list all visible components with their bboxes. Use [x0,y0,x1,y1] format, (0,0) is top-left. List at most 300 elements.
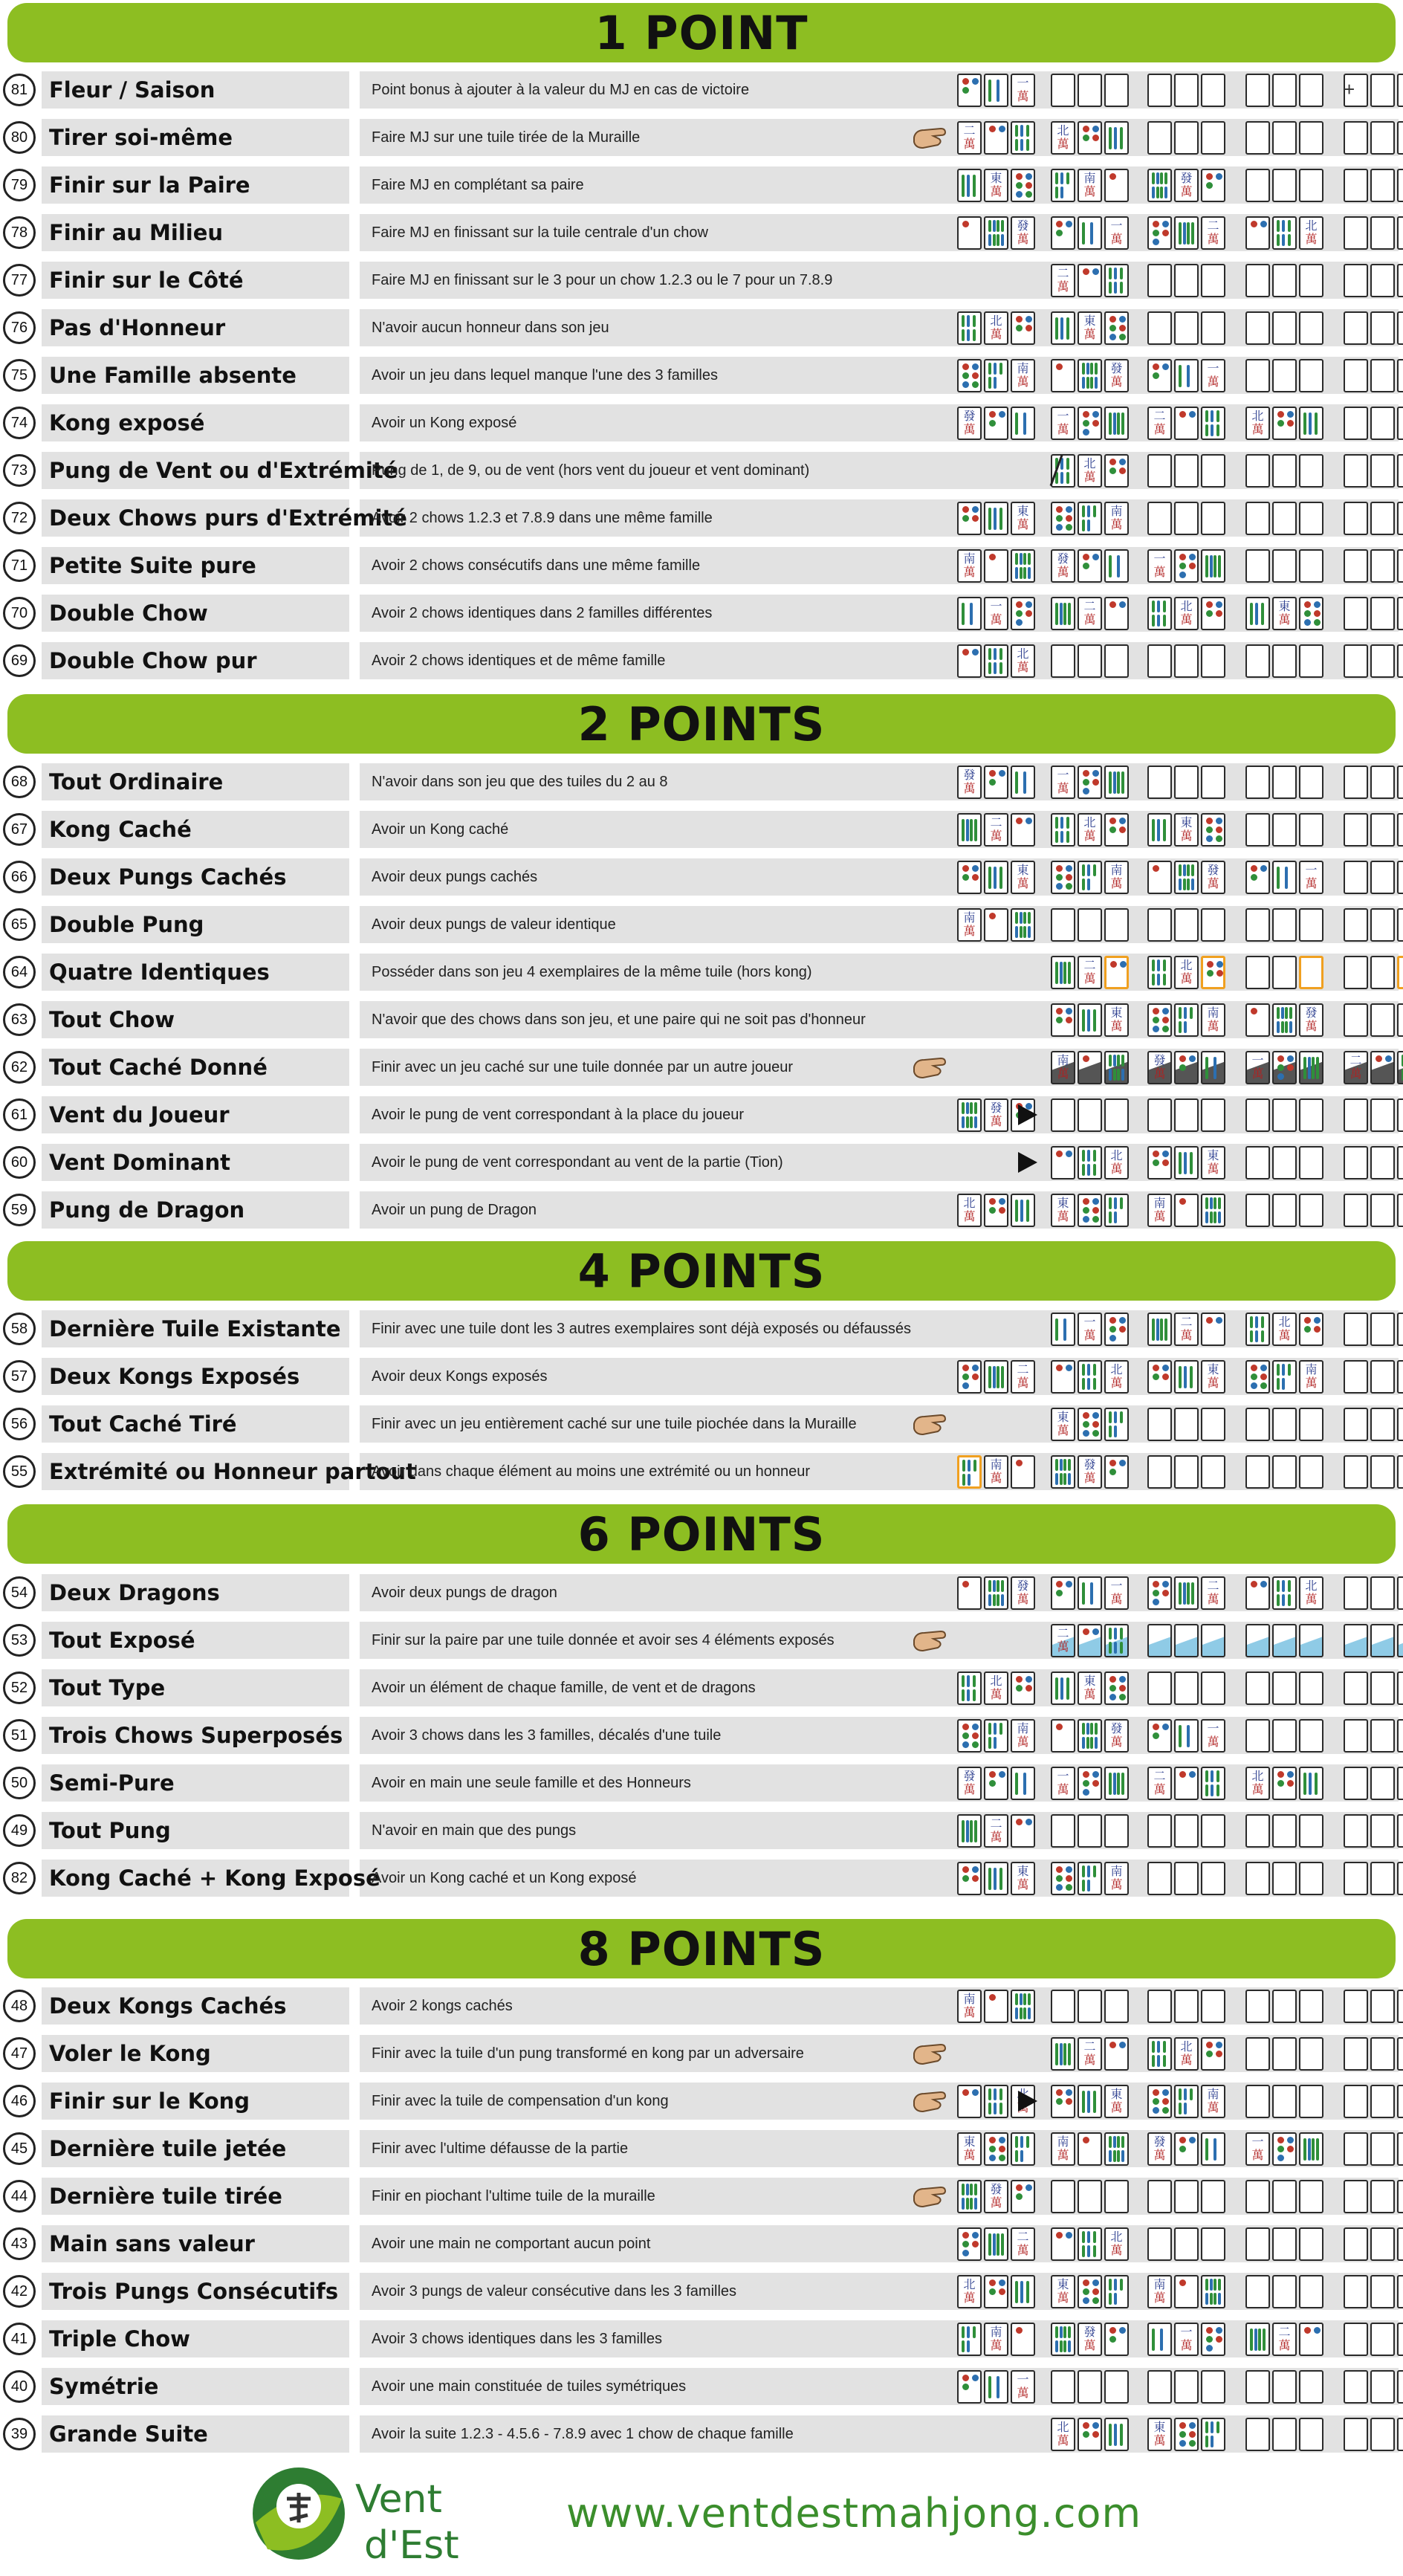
mahjong-tile [1078,2227,1102,2261]
empty-tile-slot [1245,2180,1270,2213]
empty-tile-slot [1051,2370,1075,2404]
empty-tile-slot [1201,766,1225,799]
mahjong-tile: 北 萬 [1104,2227,1129,2261]
empty-tile-slot [1174,2180,1199,2213]
mahjong-tile: 東 萬 [1011,502,1035,535]
mahjong-tile [1078,861,1102,894]
mahjong-tile: 二 萬 [1344,1051,1368,1084]
hand-row [0,999,1403,1041]
empty-tile-slot [1201,2227,1225,2261]
empty-tile-slot [1344,454,1368,488]
hand-name: Deux Kongs Cachés [49,1993,287,2019]
mahjong-tile [957,861,982,894]
mahjong-tile: 南 萬 [1201,2085,1225,2118]
mahjong-tile [1147,1313,1172,1346]
tile-illustration [0,1619,1403,1661]
mahjong-tile [1051,1360,1075,1394]
mahjong-tile [957,2323,982,2356]
mahjong-tile [1174,1194,1199,1227]
hand-description: N'avoir que des chows dans son jeu, et une paire qui ne soit pas d'honneur [372,1012,866,1028]
empty-tile-slot [1370,264,1395,297]
mahjong-tile: 東 萬 [1104,1003,1129,1037]
empty-tile-slot [1397,1624,1403,1657]
mahjong-tile [957,502,982,535]
mahjong-tile [1078,1360,1102,1394]
hand-row [0,259,1403,301]
mahjong-tile [1272,1003,1297,1037]
mahjong-tile [1051,311,1075,345]
hand-row [0,1857,1403,1899]
mahjong-tile: 東 萬 [1201,1146,1225,1179]
mahjong-tile [984,1719,1008,1753]
empty-tile-slot [1344,2180,1368,2213]
empty-tile-slot [1174,1862,1199,1895]
mahjong-tile [1147,597,1172,630]
empty-tile-slot [1397,2370,1403,2404]
hand-row [0,761,1403,803]
empty-tile-slot [1299,169,1323,202]
empty-tile-slot [1272,311,1297,345]
hand-row [0,1572,1403,1614]
empty-tile-slot [1147,1672,1172,1705]
mahjong-tile [1147,861,1172,894]
empty-tile-slot [1174,1990,1199,2023]
tile-illustration [0,1308,1403,1350]
mahjong-tile: 一 萬 [984,597,1008,630]
mahjong-tile: 發 萬 [957,1767,982,1800]
mahjong-tile [1078,1719,1102,1753]
mahjong-tile [1051,1576,1075,1610]
empty-tile-slot [1370,1194,1395,1227]
empty-tile-slot [1344,813,1368,847]
website-link[interactable]: www.ventdestmahjong.com [566,2490,1142,2537]
mahjong-tile [1104,597,1129,630]
mahjong-tile: 南 萬 [1011,1719,1035,1753]
hand-description: Posséder dans son jeu 4 exemplaires de la même tuile (hors kong) [372,964,812,980]
empty-tile-slot [1078,2370,1102,2404]
empty-tile-slot [1299,264,1323,297]
empty-tile-slot [1201,454,1225,488]
empty-tile-slot [1147,644,1172,678]
empty-tile-slot [1344,1990,1368,2023]
empty-tile-slot [1397,2275,1403,2308]
mahjong-tile: 發 萬 [1011,1576,1035,1610]
empty-tile-slot [1245,264,1270,297]
hand-name: Tout Pung [49,1818,171,1843]
mahjong-tile [1051,956,1075,989]
mahjong-tile [1011,1455,1035,1489]
mahjong-tile: 一 萬 [1201,359,1225,392]
empty-tile-slot [1147,2227,1172,2261]
empty-tile-slot [1147,74,1172,107]
hand-row [0,1356,1403,1397]
empty-tile-slot [1370,216,1395,250]
empty-tile-slot [1344,2085,1368,2118]
hand-description: Avoir une main constituée de tuiles symétriques [372,2378,687,2395]
mahjong-tile [1147,956,1172,989]
empty-tile-slot [1245,2227,1270,2261]
mahjong-tile [1272,861,1297,894]
empty-tile-slot [1201,1862,1225,1895]
mahjong-tile [957,311,982,345]
empty-tile-slot [1299,644,1323,678]
tile-illustration [0,2128,1403,2169]
mahjong-tile [1245,1360,1270,1394]
hand-row [0,307,1403,349]
tile-illustration [0,1356,1403,1397]
hand-number-badge: 80 [3,121,36,154]
mahjong-tile [1078,549,1102,583]
hand-name: Deux Chows purs d'Extrémité [49,505,407,531]
empty-tile-slot [1272,2275,1297,2308]
mahjong-tile [1051,1455,1075,1489]
empty-tile-slot [1299,908,1323,942]
hand-row [0,164,1403,206]
empty-tile-slot [1344,1194,1368,1227]
hand-number-badge: 68 [3,766,36,798]
empty-tile-slot [1299,766,1323,799]
empty-tile-slot [1397,502,1403,535]
mahjong-tile: 二 萬 [957,121,982,155]
hand-row [0,545,1403,586]
mahjong-tile: 發 萬 [1299,1003,1323,1037]
mahjong-tile [1201,549,1225,583]
empty-tile-slot [1299,359,1323,392]
mahjong-tile [1078,2132,1102,2166]
empty-tile-slot [1299,549,1323,583]
hand-number-badge: 54 [3,1576,36,1609]
mahjong-tile [1147,1576,1172,1610]
empty-tile-slot [1397,2180,1403,2213]
empty-tile-slot [1245,1146,1270,1179]
hand-number-badge: 46 [3,2085,36,2117]
empty-tile-slot [1370,1455,1395,1489]
empty-tile-slot [1245,2370,1270,2404]
mahjong-tile [1051,861,1075,894]
footer [0,2445,1403,2576]
mahjong-tile [1104,1455,1129,1489]
hand-number-badge: 57 [3,1360,36,1393]
mahjong-tile [1201,813,1225,847]
empty-tile-slot [1397,1194,1403,1227]
empty-tile-slot [1147,264,1172,297]
hand-row [0,2223,1403,2265]
mahjong-tile [1147,2085,1172,2118]
hand-number-badge: 43 [3,2227,36,2260]
mahjong-tile [1174,359,1199,392]
hand-number-badge: 63 [3,1003,36,1036]
mahjong-tile [1174,861,1199,894]
hand-description: Avoir un Kong caché [372,821,509,838]
hand-row [0,1667,1403,1709]
empty-tile-slot [1147,502,1172,535]
empty-tile-slot [1370,2227,1395,2261]
empty-tile-slot [1272,2370,1297,2404]
hand-description: Faire MJ en finissant sur la tuile centrale d'un chow [372,224,708,241]
empty-tile-slot [1272,1455,1297,1489]
vent-d-est-logo [238,2454,476,2573]
mahjong-tile: 東 萬 [1201,1360,1225,1394]
mahjong-tile [1051,1672,1075,1705]
hand-row [0,2128,1403,2169]
empty-tile-slot [1078,644,1102,678]
mahjong-tile: 一 萬 [1104,216,1129,250]
empty-tile-slot [1147,2370,1172,2404]
empty-tile-slot [1299,74,1323,107]
empty-tile-slot [1370,2132,1395,2166]
mahjong-tile [957,1455,982,1489]
empty-tile-slot [1344,2275,1368,2308]
hand-icon [911,2180,948,2211]
mahjong-tile [1299,407,1323,440]
empty-tile-slot [1272,264,1297,297]
hand-name: Tout Caché Tiré [49,1411,237,1437]
empty-tile-slot [1299,2037,1323,2071]
empty-tile-slot [1201,1990,1225,2023]
empty-tile-slot [1344,169,1368,202]
mahjong-tile [1078,1051,1102,1084]
mahjong-tile [957,1814,982,1848]
tile-illustration [0,592,1403,634]
mahjong-tile [1201,956,1225,989]
mahjong-tile: 東 萬 [1011,1862,1035,1895]
mahjong-tile [957,169,982,202]
hand-name: Deux Pungs Cachés [49,864,287,890]
mahjong-tile: 北 萬 [984,311,1008,345]
tile-illustration [0,904,1403,945]
hand-description: Point bonus à ajouter à la valeur du MJ en cas de victoire [372,82,750,98]
mahjong-tile [984,2085,1008,2118]
mahjong-tile: 一 萬 [1051,766,1075,799]
mahjong-tile [1051,359,1075,392]
mahjong-tile [1078,1194,1102,1227]
mahjong-tile [1011,908,1035,942]
empty-tile-slot [1245,2037,1270,2071]
mahjong-tile: 二 萬 [984,1814,1008,1848]
mahjong-tile [1011,169,1035,202]
empty-tile-slot [1370,2037,1395,2071]
mahjong-tile: 發 萬 [1051,549,1075,583]
hand-number-badge: 42 [3,2275,36,2308]
mahjong-tile [1011,311,1035,345]
empty-tile-slot [1245,121,1270,155]
empty-tile-slot [1299,1408,1323,1441]
hand-number-badge: 81 [3,74,36,106]
empty-tile-slot [1272,74,1297,107]
empty-tile-slot [1272,644,1297,678]
empty-tile-slot [1397,956,1403,989]
hand-description: Finir avec un jeu entièrement caché sur une tuile piochée dans la Muraille [372,1416,857,1432]
empty-tile-slot [1174,1098,1199,1132]
hand-name: Tout Caché Donné [49,1055,268,1080]
empty-tile-slot [1344,1098,1368,1132]
hand-name: Tout Exposé [49,1628,195,1653]
mahjong-tile [984,2132,1008,2166]
empty-tile-slot [1174,1455,1199,1489]
mahjong-tile [1201,2037,1225,2071]
mahjong-tile [1051,2227,1075,2261]
empty-tile-slot [1397,407,1403,440]
empty-tile-slot [1104,1098,1129,1132]
hand-number-badge: 56 [3,1408,36,1440]
empty-tile-slot [1370,1719,1395,1753]
empty-tile-slot [1397,311,1403,345]
hand-name: Kong Caché [49,817,192,842]
empty-tile-slot [1051,908,1075,942]
mahjong-tile [1272,2132,1297,2166]
mahjong-tile: 一 萬 [1051,1767,1075,1800]
empty-tile-slot [1299,2370,1323,2404]
empty-tile-slot [1397,549,1403,583]
mahjong-tile: 發 萬 [1147,2132,1172,2166]
empty-tile-slot [1272,1990,1297,2023]
mahjong-tile [1201,1194,1225,1227]
mahjong-tile [984,861,1008,894]
hand-description: Avoir 3 pungs de valeur consécutive dans les 3 familles [372,2283,737,2300]
tile-illustration [0,1715,1403,1756]
empty-tile-slot [1397,216,1403,250]
mahjong-tile [1147,2323,1172,2356]
mahjong-tile: 發 萬 [957,407,982,440]
hand-name: Double Chow pur [49,648,257,673]
empty-tile-slot [1344,1455,1368,1489]
mahjong-tile [984,359,1008,392]
empty-tile-slot [1147,1990,1172,2023]
empty-tile-slot [1201,644,1225,678]
empty-tile-slot [1397,1146,1403,1179]
empty-tile-slot [1272,766,1297,799]
mahjong-tile [1011,1767,1035,1800]
mahjong-tile: 北 萬 [1245,407,1270,440]
empty-tile-slot [1370,359,1395,392]
empty-tile-slot [1245,1719,1270,1753]
empty-tile-slot [1174,121,1199,155]
hand-number-badge: 48 [3,1990,36,2022]
tile-illustration [0,1985,1403,2027]
tile-illustration [0,2080,1403,2122]
mahjong-tile: 南 萬 [1147,1194,1172,1227]
mahjong-tile [1011,1194,1035,1227]
mahjong-tile [1078,2275,1102,2308]
empty-tile-slot [1370,1360,1395,1394]
hand-number-badge: 66 [3,861,36,893]
hand-number-badge: 45 [3,2132,36,2165]
empty-tile-slot [1272,2180,1297,2213]
mahjong-tile [1104,407,1129,440]
empty-tile-slot [1299,1455,1323,1489]
mahjong-tile [1051,502,1075,535]
empty-tile-slot [1078,1098,1102,1132]
mahjong-tile [1051,1313,1075,1346]
hand-name: Tout Type [49,1675,166,1700]
hand-description: Avoir un élément de chaque famille, de vent et de dragons [372,1680,756,1696]
empty-tile-slot [1201,1672,1225,1705]
hand-name: Vent Dominant [49,1150,231,1175]
empty-tile-slot [1201,1098,1225,1132]
empty-tile-slot [1370,1576,1395,1610]
empty-tile-slot [1299,2085,1323,2118]
mahjong-tile [1011,407,1035,440]
mahjong-tile [984,1576,1008,1610]
empty-tile-slot [1344,1313,1368,1346]
empty-tile-slot [1147,2180,1172,2213]
empty-tile-slot [1201,1624,1225,1657]
hand-description: Finir avec une tuile dont les 3 autres exemplaires sont déjà exposés ou défaussés [372,1321,911,1337]
empty-tile-slot [1104,1814,1129,1848]
empty-tile-slot [1174,311,1199,345]
empty-tile-slot [1174,766,1199,799]
empty-tile-slot [1051,2180,1075,2213]
mahjong-tile [1078,264,1102,297]
hand-row [0,1451,1403,1492]
empty-tile-slot [1245,813,1270,847]
hand-row [0,1142,1403,1183]
mahjong-tile [1104,766,1129,799]
mahjong-tile [1104,1051,1129,1084]
hand-name: Kong Caché + Kong Exposé [49,1865,380,1891]
mahjong-tile [1299,597,1323,630]
empty-tile-slot [1370,1767,1395,1800]
empty-tile-slot [1174,1408,1199,1441]
mahjong-tile: 東 萬 [1011,861,1035,894]
empty-tile-slot [1245,454,1270,488]
hand-description: Avoir deux Kongs exposés [372,1368,548,1385]
mahjong-tile [1011,597,1035,630]
points-banner-title: 6 POINTS [577,1507,826,1562]
mahjong-tile [1078,121,1102,155]
empty-tile-slot [1245,644,1270,678]
hand-name: Finir au Milieu [49,220,224,245]
tile-illustration [0,1403,1403,1445]
empty-tile-slot [1201,908,1225,942]
points-banner [7,3,1396,62]
empty-tile-slot [1370,549,1395,583]
empty-tile-slot [1272,908,1297,942]
hand-description: Avoir deux pungs de valeur identique [372,916,616,933]
empty-tile-slot [1344,644,1368,678]
hand-name: Main sans valeur [49,2231,255,2256]
hand-name: Dernière Tuile Existante [49,1316,341,1342]
empty-tile-slot [1299,1624,1323,1657]
empty-tile-slot [1344,1814,1368,1848]
empty-tile-slot [1272,1862,1297,1895]
empty-tile-slot [1370,454,1395,488]
mahjong-tile: 發 萬 [1104,1719,1129,1753]
hand-name: Dernière tuile jetée [49,2136,287,2161]
empty-tile-slot [1344,1003,1368,1037]
mahjong-tile [1245,1576,1270,1610]
mahjong-tile [1011,1990,1035,2023]
mahjong-tile [1147,1146,1172,1179]
mahjong-tile: 南 萬 [1104,1862,1129,1895]
mahjong-tile [1147,1360,1172,1394]
hand-number-badge: 41 [3,2323,36,2355]
hand-number-badge: 78 [3,216,36,249]
hand-number-badge: 69 [3,644,36,677]
mahjong-tile [1051,813,1075,847]
empty-tile-slot [1147,908,1172,942]
mahjong-tile: 東 萬 [1078,311,1102,345]
tile-illustration [0,1762,1403,1804]
hand-description: Avoir une main ne comportant aucun point [372,2236,651,2252]
mahjong-tile: 發 萬 [957,766,982,799]
hand-row [0,1619,1403,1661]
mahjong-tile [984,2227,1008,2261]
empty-tile-slot [1299,1814,1323,1848]
empty-tile-slot [1370,861,1395,894]
mahjong-tile [1051,2323,1075,2356]
empty-tile-slot [1397,74,1403,107]
